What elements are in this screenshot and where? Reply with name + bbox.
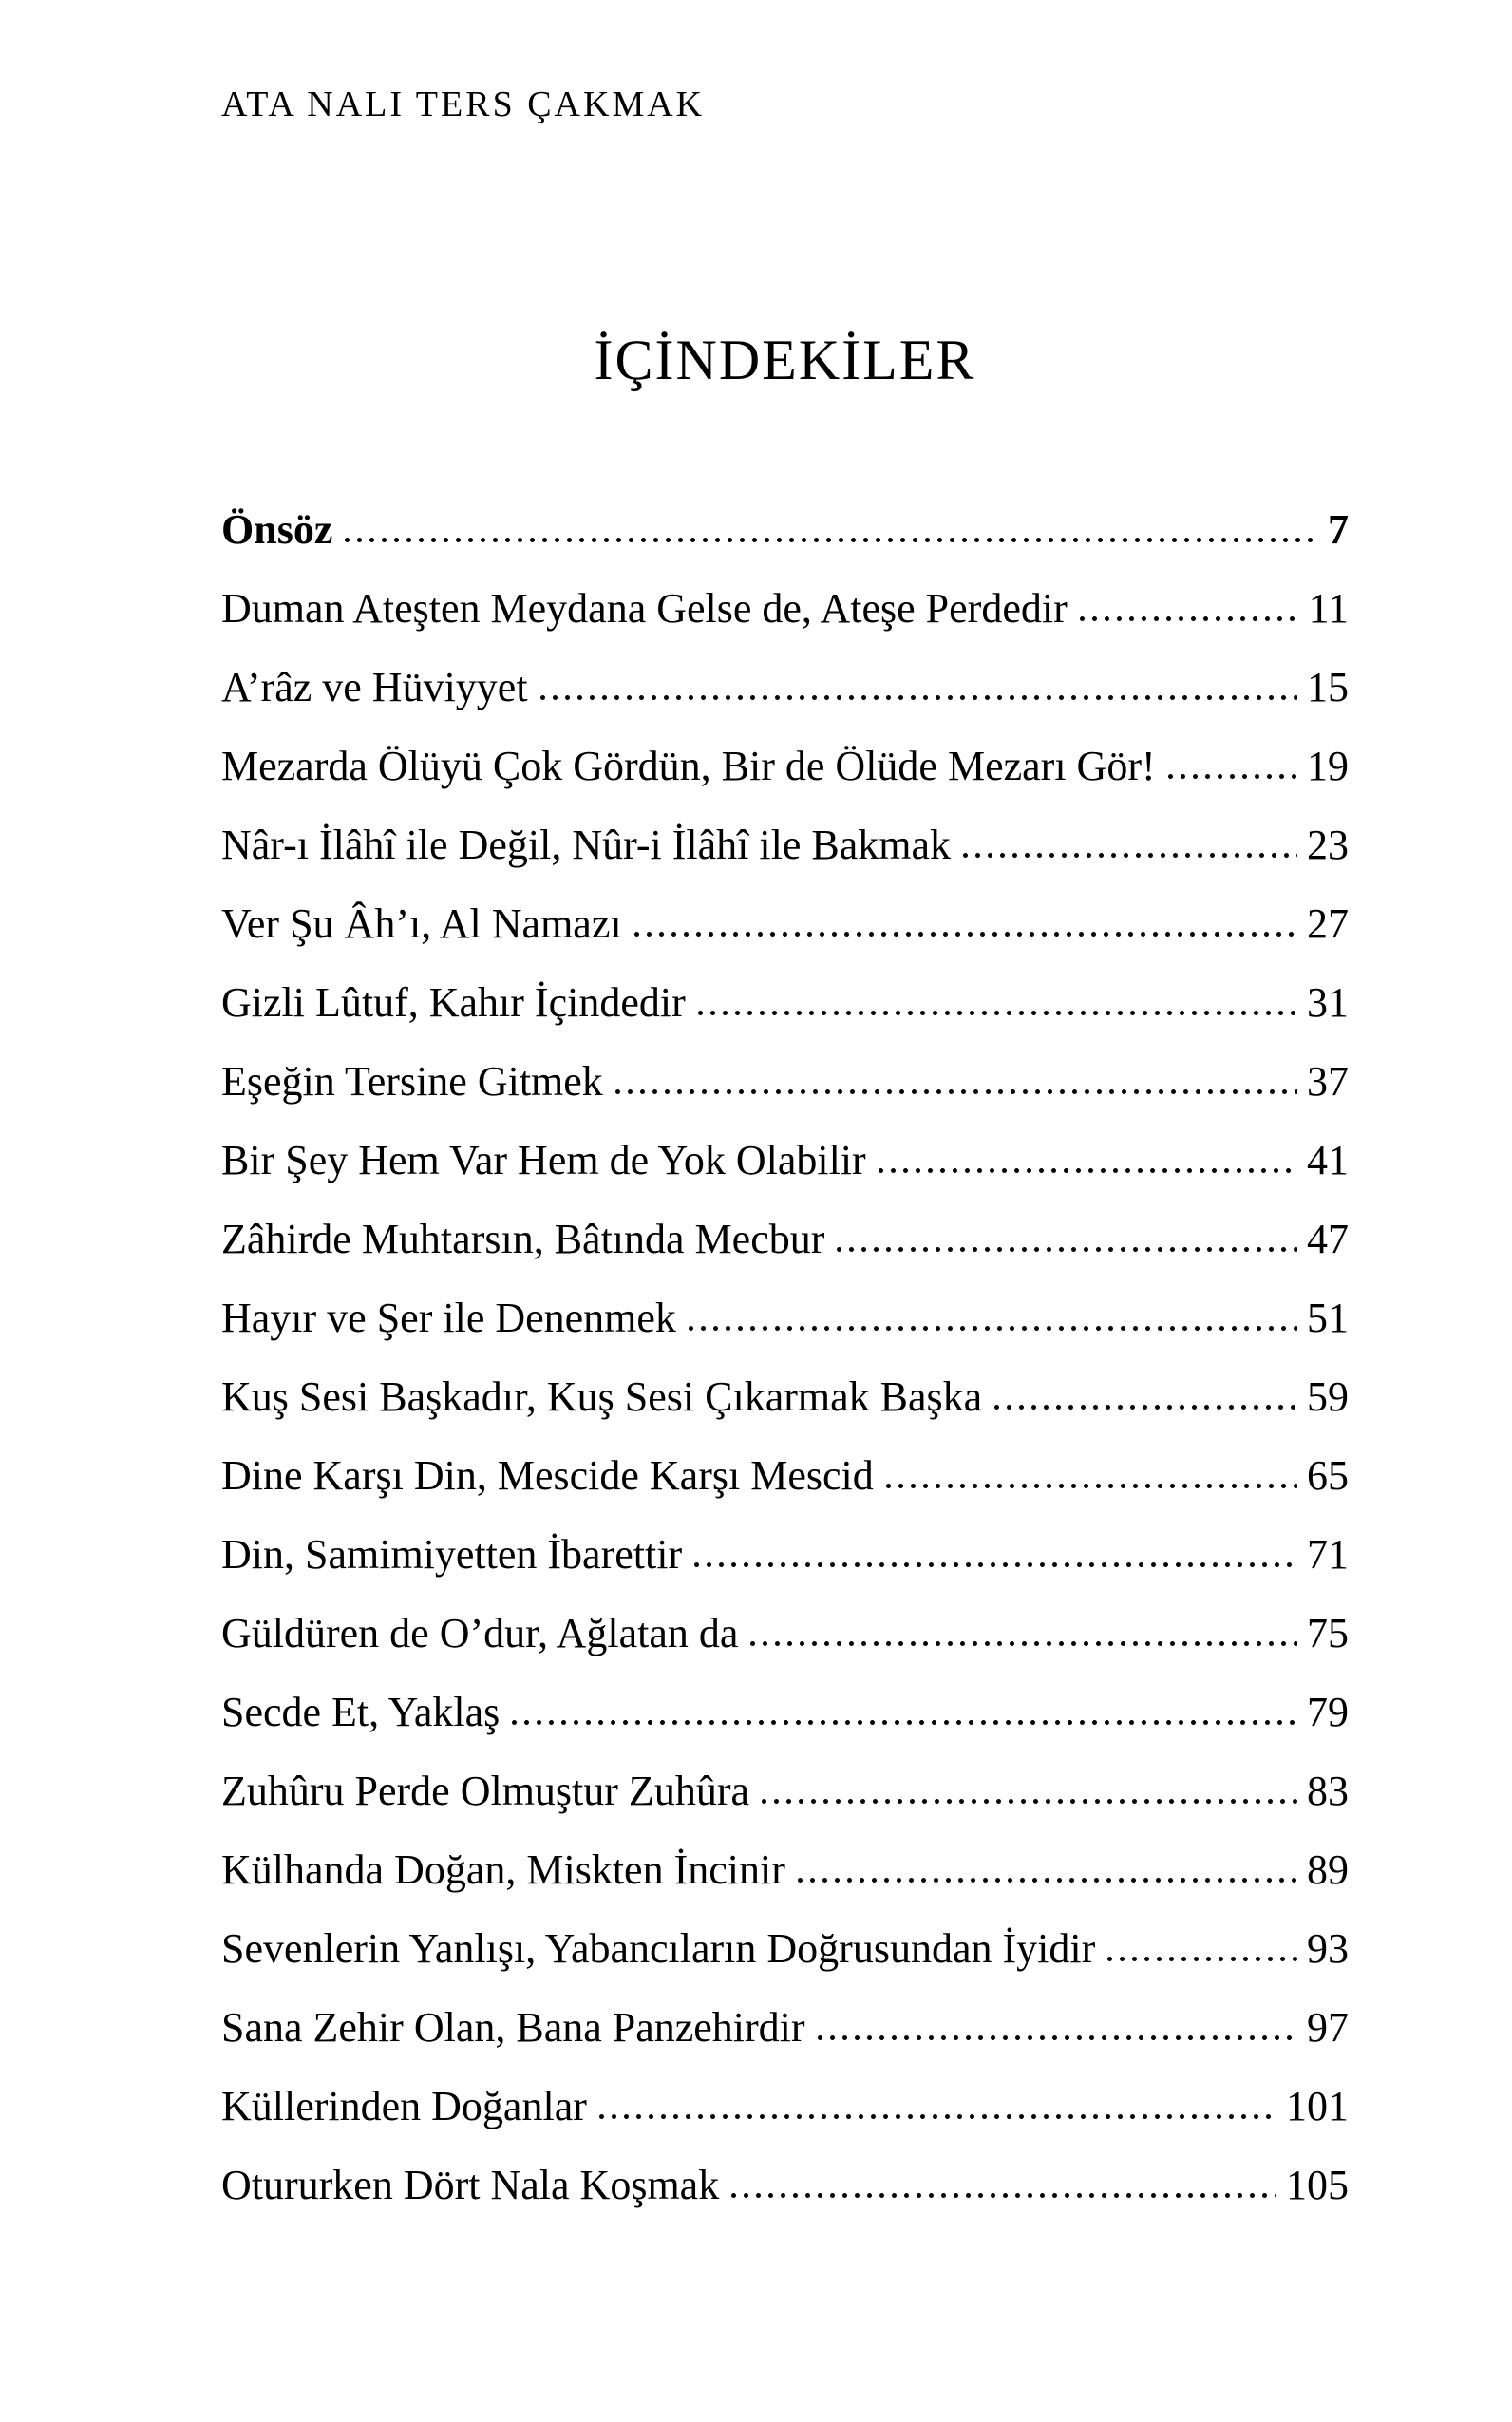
- page-title: İÇİNDEKİLER: [594, 328, 976, 391]
- toc-entry-title: Secde Et, Yaklaş: [221, 1688, 501, 1735]
- toc-entry: [221, 1213, 1349, 1292]
- toc-entry-title: Hayır ve Şer ile Denenmek: [221, 1294, 676, 1341]
- toc-entry: [221, 1055, 1349, 1134]
- dot-leader: [878, 1167, 1297, 1174]
- running-header: ATA NALI TERS ÇAKMAK: [221, 85, 706, 124]
- toc-entry-title: Mezarda Ölüyü Çok Gördün, Bir de Ölüde Mezarı Gör!: [221, 742, 1156, 789]
- toc-entry: [221, 2080, 1349, 2159]
- dot-leader: [962, 852, 1297, 859]
- toc-entry: [221, 740, 1349, 819]
- toc-entry: [221, 1844, 1349, 1922]
- dot-leader: [730, 2192, 1276, 2199]
- toc-entry-page: 93: [1307, 1924, 1349, 1972]
- dot-leader: [761, 1798, 1297, 1805]
- toc-entry: [221, 1528, 1349, 1607]
- toc-entry-title: Dine Karşı Din, Mescide Karşı Mescid: [221, 1451, 874, 1499]
- toc-entry-title: Küllerinden Doğanlar: [221, 2082, 587, 2129]
- toc-entry: [221, 1371, 1349, 1449]
- dot-leader: [633, 931, 1297, 937]
- dot-leader: [598, 2113, 1276, 2120]
- toc-entry-page: 41: [1307, 1136, 1349, 1183]
- dot-leader: [993, 1404, 1297, 1410]
- toc-entry: [221, 1449, 1349, 1528]
- toc-entry-page: 79: [1307, 1688, 1349, 1735]
- toc-entry: [221, 1686, 1349, 1765]
- toc-entry-page: 19: [1307, 742, 1349, 789]
- toc-entry: [221, 2159, 1349, 2238]
- toc-entry-page: 31: [1307, 978, 1349, 1026]
- toc-entry-title: Zâhirde Muhtarsın, Bâtında Mecbur: [221, 1215, 825, 1262]
- dot-leader: [749, 1640, 1297, 1647]
- dot-leader: [817, 2034, 1297, 2041]
- dot-leader: [836, 1246, 1297, 1253]
- toc-entry-page: 75: [1307, 1609, 1349, 1656]
- toc-entry-title: Zuhûru Perde Olmuştur Zuhûra: [221, 1767, 749, 1814]
- toc-entry-title: Otururken Dört Nala Koşmak: [221, 2161, 720, 2208]
- toc-entry-title: Külhanda Doğan, Miskten İncinir: [221, 1845, 785, 1893]
- toc-entry: [221, 503, 1349, 582]
- toc-entry: [221, 1765, 1349, 1844]
- dot-leader: [1167, 773, 1297, 780]
- toc-entry: [221, 2001, 1349, 2080]
- toc-entry: [221, 1292, 1349, 1371]
- toc-entry-title: Nâr-ı İlâhî ile Değil, Nûr-i İlâhî ile Bakmak: [221, 821, 951, 868]
- toc-entry-title: Kuş Sesi Başkadır, Kuş Sesi Çıkarmak Başka: [221, 1372, 983, 1420]
- toc-entry-title: Duman Ateşten Meydana Gelse de, Ateşe Perdedir: [221, 584, 1068, 632]
- dot-leader: [688, 1325, 1297, 1332]
- toc-entry-title: Gizli Lûtuf, Kahır İçindedir: [221, 978, 686, 1026]
- toc-entry-title: Sana Zehir Olan, Bana Panzehirdir: [221, 2003, 805, 2051]
- toc-entry-page: 71: [1307, 1530, 1349, 1578]
- toc-entry-title: Sevenlerin Yanlışı, Yabancıların Doğrusundan İyidir: [221, 1924, 1096, 1972]
- toc-entry-page: 15: [1307, 663, 1349, 710]
- toc-entry-page: 65: [1307, 1451, 1349, 1499]
- toc-entry-title: Eşeğin Tersine Gitmek: [221, 1057, 603, 1105]
- toc-entry-page: 51: [1307, 1294, 1349, 1341]
- toc-list: [221, 503, 1349, 2238]
- dot-leader: [797, 1877, 1297, 1883]
- dot-leader: [539, 694, 1297, 701]
- toc-entry-page: 105: [1286, 2161, 1349, 2208]
- toc-entry-page: 23: [1307, 821, 1349, 868]
- toc-entry-title: Bir Şey Hem Var Hem de Yok Olabilir: [221, 1136, 866, 1183]
- toc-entry-page: 27: [1307, 899, 1349, 947]
- toc-entry: [221, 898, 1349, 976]
- toc-entry-title: Önsöz: [221, 505, 333, 553]
- dot-leader: [1079, 615, 1299, 622]
- toc-entry: [221, 1922, 1349, 2001]
- dot-leader: [1106, 1956, 1297, 1962]
- toc-entry: [221, 582, 1349, 661]
- toc-entry-page: 89: [1307, 1845, 1349, 1893]
- dot-leader: [344, 537, 1318, 543]
- dot-leader: [693, 1561, 1297, 1568]
- toc-entry-page: 7: [1328, 505, 1349, 553]
- toc-entry-page: 37: [1307, 1057, 1349, 1105]
- toc-entry: [221, 661, 1349, 740]
- toc-entry-page: 101: [1286, 2082, 1349, 2129]
- toc-entry-page: 47: [1307, 1215, 1349, 1262]
- toc-entry: [221, 1607, 1349, 1686]
- toc-entry-page: 11: [1308, 584, 1349, 632]
- toc-entry-title: Güldüren de O’dur, Ağlatan da: [221, 1609, 739, 1656]
- dot-leader: [697, 1010, 1297, 1016]
- toc-entry: [221, 976, 1349, 1055]
- toc-entry-page: 83: [1307, 1767, 1349, 1814]
- toc-entry-page: 97: [1307, 2003, 1349, 2051]
- dot-leader: [511, 1719, 1297, 1726]
- toc-entry-title: Din, Samimiyetten İbarettir: [221, 1530, 683, 1578]
- toc-entry-title: Ver Şu Âh’ı, Al Namazı: [221, 899, 622, 947]
- toc-entry-page: 59: [1307, 1372, 1349, 1420]
- toc-entry: [221, 1134, 1349, 1213]
- dot-leader: [614, 1088, 1297, 1095]
- dot-leader: [885, 1483, 1297, 1489]
- toc-entry: [221, 819, 1349, 898]
- toc-entry-title: A’râz ve Hüviyyet: [221, 663, 528, 710]
